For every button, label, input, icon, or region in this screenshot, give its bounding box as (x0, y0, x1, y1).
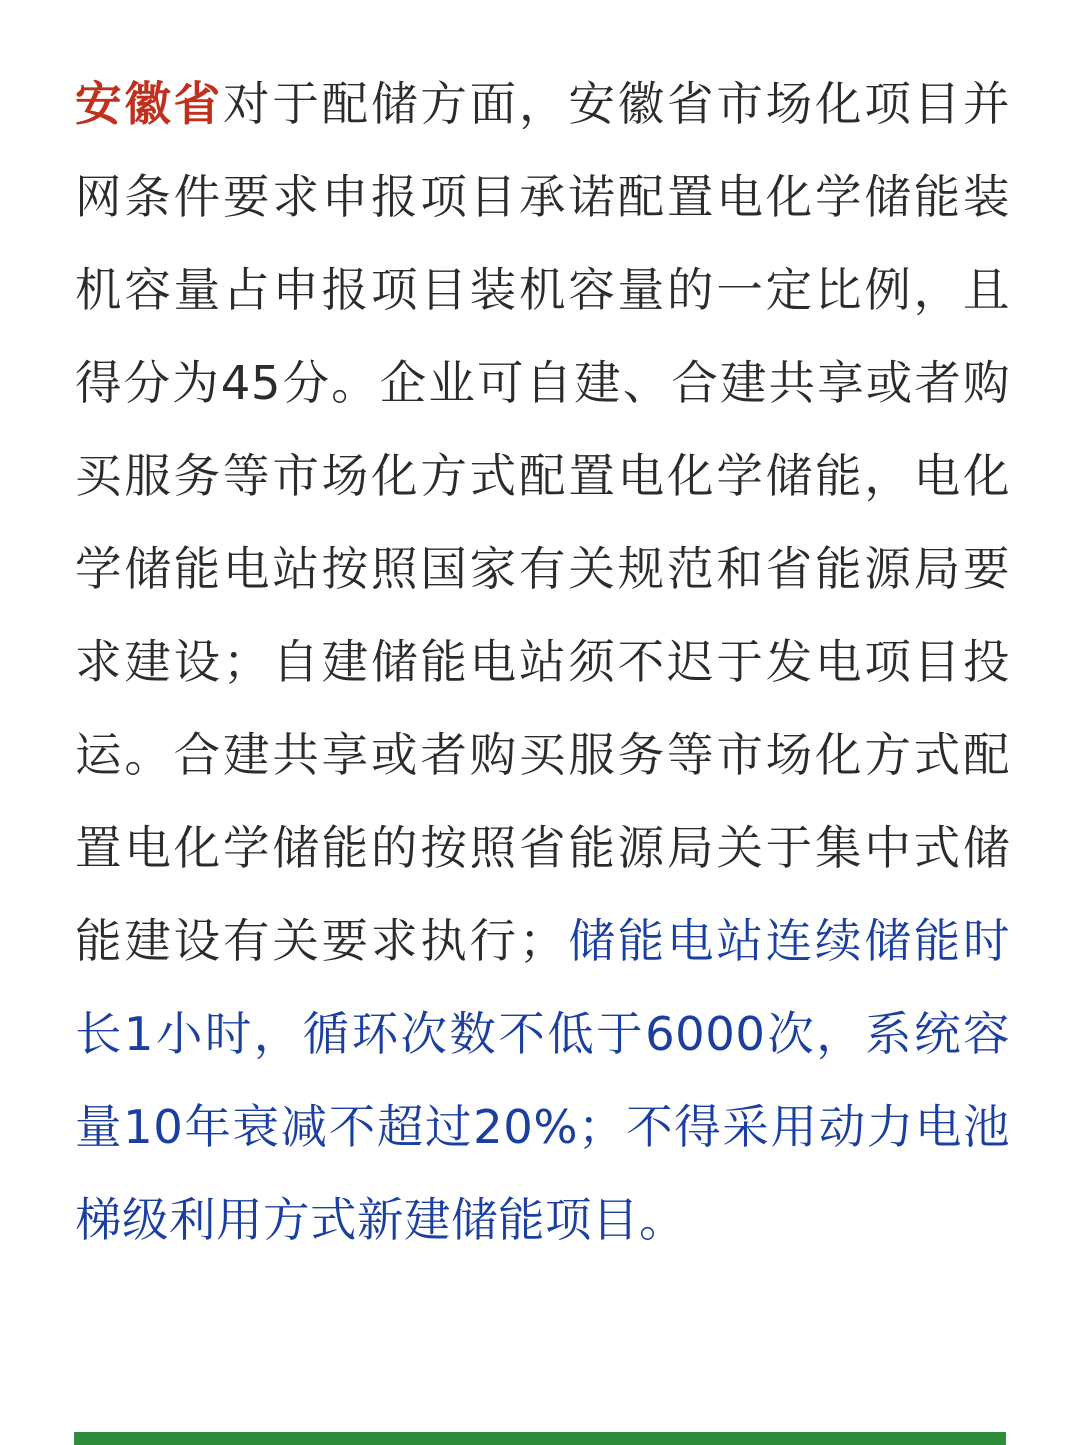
body-text: 对于配储方面，安徽省市场化项目并网条件要求申报项目承诺配置电化学储能装机容量占申报项目装机容量的一定比例，且得分为45分。企业可自建、合建共享或者购买服务等市场化方式配置电化学储能，电化学储能电站按照国家有关规范和省能源局要求建设；自建储能电站须不迟于发电项目投运。合建共享或者购买服务等市场化方式配置电化学储能的按照省能源局关于集中式储能建设有关要求执行； (75, 77, 1010, 968)
highlight-text: 储能电站连续储能时长1小时，循环次数不低于6000次，系统容量10年衰减不超过20%；不得采用动力电池梯级利用方式新建储能项目。 (75, 914, 1010, 1247)
article-paragraph (75, 58, 1010, 1267)
province-heading: 安徽省 (75, 77, 223, 131)
footer-divider-bar (74, 1432, 1006, 1445)
